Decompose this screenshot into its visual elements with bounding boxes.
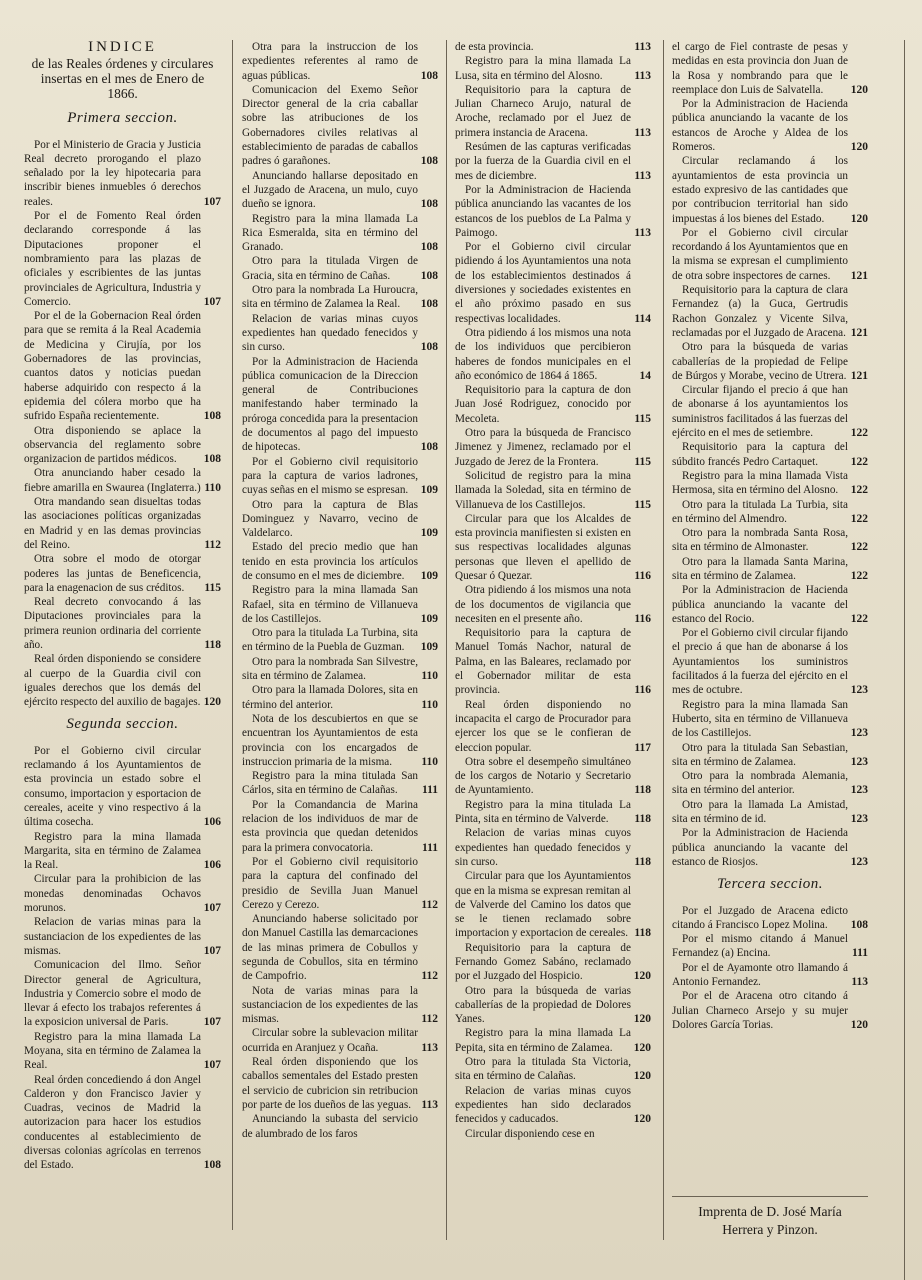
entry-text: Otro para la titulada San Sebastian, sita en término de Zalamea. (672, 741, 848, 768)
entry-text: Anunciando haberse solicitado por don Manuel Castilla las demarcaciones de las minas primera de Cobullos y segunda de Cobullos, sita en término de Campofrio. (242, 913, 418, 983)
entry-text: Circular sobre la sublevacion militar ocurrida en Aranjuez y Ocaña. (242, 1027, 418, 1054)
entry-text: Por la Administracion de Hacienda pública anunciando la vacante del estanco del Rocio. (672, 584, 848, 625)
entry-text: Relacion de varias minas cuyos expedientes han quedado fenecidos y sin curso. (242, 312, 418, 354)
index-entry (242, 1026, 438, 1055)
entry-text: Circular disponiendo cese en (465, 1127, 595, 1140)
entry-list (242, 40, 438, 1141)
entry-text: Por el Gobierno civil circular pidiendo á los Ayuntamientos una nota de los establecimientos destinados á diversiones y sociedades existentes en el año próximo pasado en sus respectivas localidades. (455, 241, 631, 325)
index-entry (672, 340, 868, 383)
entry-text: Real órden disponiendo no incapacita el cargo de Procurador para ejercer los que se le confieran de eleccion popular. (455, 698, 631, 754)
entry-page-number: 111 (852, 947, 868, 960)
entry-page-number: 116 (634, 684, 651, 697)
entry-page-number: 116 (634, 569, 651, 582)
entry-text: Otra disponiendo se aplace la observancia del reglamento sobre organizacion de partidos médicos. (24, 424, 201, 466)
entry-text: Nota de varias minas para la sustanciacion de los expedientes de las mismas. (242, 984, 418, 1026)
index-entry (242, 312, 438, 355)
entry-text: Requisitorio para la captura del súbdito francés Pedro Cartaquet. (672, 441, 848, 468)
entry-list (24, 744, 221, 1173)
index-entry (24, 830, 221, 873)
entry-page-number: 120 (850, 141, 868, 154)
entry-page-number: 120 (203, 696, 221, 709)
entry-text: Registro para la mina titulada La Pinta, sita en término de Valverde. (455, 798, 631, 826)
entry-text: Estado del precio medio que han tenido en esta provincia los artículos de consumo en el mes de diciembre. (242, 541, 418, 582)
index-entry (672, 741, 868, 770)
entry-page-number: 122 (850, 569, 868, 582)
index-entry (455, 83, 651, 140)
index-entry (242, 212, 438, 255)
entry-page-number: 120 (633, 1013, 651, 1026)
entry-page-number: 118 (634, 813, 651, 826)
index-entry (455, 941, 651, 984)
entry-text: Otro para la titulada Sta Victoria, sita en término de Calañas. (455, 1056, 631, 1083)
entry-text: Real órden concediendo á don Angel Calderon y don Francisco Javier y Cuadras, vecinos de Madrid la autorizacion para hacer los estudios conducentes al establecimiento de diversas colonias agrícolas en terrenos del Estado. (24, 1073, 201, 1172)
entry-text: Otro para la nombrada La Huroucra, sita en término de Zalamea la Real. (242, 284, 418, 311)
entry-text: Relacion de varias minas cuyos expedientes han quedado fenecidos y sin curso. (455, 827, 631, 868)
index-entry (455, 54, 651, 83)
entry-text: Circular reclamando á los ayuntamientos de esta provincia un estado expresivo de las cantidades que por contribucion territorial han sido impuestas á los bienes del Estado. (672, 155, 848, 225)
entry-text: Real órden disponiendo se considere al cuerpo de la Guardia civil con iguales derechos que los demás del ejército respecto del auxilio de bagajes. (24, 653, 201, 709)
entry-page-number: 108 (203, 410, 221, 423)
index-entry (24, 744, 221, 830)
entry-text: Otra anunciando haber cesado la fiebre amarilla en Swaurea (Inglaterra.) (24, 467, 201, 494)
entry-text: Otra sobre el modo de otorgar poderes las juntas de Beneficencia, para la enagenacion de sus créditos. (24, 553, 201, 594)
entry-page-number: 107 (203, 1016, 221, 1029)
index-entry (242, 683, 438, 712)
entry-page-number: 115 (634, 412, 651, 425)
entry-text: Por el de Aracena otro citando á Julian Charneco Arsejo y su mujer Dolores García Torias. (672, 990, 848, 1031)
entry-page-number: 121 (850, 326, 868, 339)
entry-page-number: 108 (850, 918, 868, 931)
index-entry (672, 826, 868, 869)
index-entry (672, 798, 868, 827)
entry-text: Registro para la mina llamada San Huberto, sita en término de Villanueva de los Castillejos. (672, 698, 848, 740)
entry-text: Por el de la Gobernacion Real órden para que se remita á la Real Academia de Medicina y Cirujía, por los Gobernadores de las provincias, cuantos datos y noticias puedan haberse adquirido con respecto á la epidemia del cólera morbo que ha sufrido España recientemente. (24, 310, 201, 423)
entry-list (672, 40, 868, 869)
entry-page-number: 118 (634, 784, 651, 797)
column-3 (455, 40, 651, 1141)
index-entry (672, 283, 868, 340)
section-heading-segunda: Segunda seccion. (66, 716, 179, 733)
entry-text: Anunciando la subasta del servicio de alumbrado de los faros (242, 1113, 418, 1140)
index-entry (672, 154, 868, 225)
index-entry (672, 626, 868, 697)
entry-text: Otro para la búsqueda de varias caballerías de la propiedad de Felipe de Búrgos y Morabe, vecino de Utrera. (672, 341, 848, 382)
entry-text: Comunicacion del Exemo Señor Director general de la cria caballar sobre las atribuciones de los Gobernadores civiles relativas al establecimiento de paradas de caballos padres ó garañones. (242, 83, 418, 168)
entry-page-number: 113 (851, 976, 868, 988)
entry-text: Por la Administracion de Hacienda pública anunciando la vacante del estanco de Riosjos. (672, 827, 848, 868)
index-entry (24, 552, 221, 595)
index-entry (672, 440, 868, 469)
index-entry (242, 283, 438, 312)
entry-text: Requisitorio para la captura de Fernando Gomez Sabáno, reclamado por el Juzgado del Hospicio. (455, 941, 631, 983)
index-entry (242, 1055, 438, 1112)
index-entry (455, 869, 651, 940)
index-entry (242, 655, 438, 684)
entry-text: Relacion de varias minas para la sustanciacion de los expedientes de las mismas. (24, 916, 201, 957)
index-entry (242, 626, 438, 655)
entry-page-number: 121 (850, 369, 868, 382)
index-entry (242, 912, 438, 983)
entry-text: Registro para la mina llamada La Pepita, sita en término de Zalamea. (455, 1027, 631, 1054)
entry-text: Otro para la llamada Dolores, sita en término del anterior. (242, 684, 418, 711)
entry-page-number: 122 (850, 512, 868, 525)
index-entry (672, 469, 868, 498)
imprint-line: Imprenta de D. José María (698, 1204, 842, 1219)
entry-list (672, 904, 868, 1033)
entry-page-number: 122 (850, 541, 868, 554)
entry-page-number: 122 (850, 427, 868, 440)
index-entry (242, 583, 438, 626)
entry-page-number: 113 (634, 126, 651, 139)
index-entry (24, 872, 221, 915)
entry-page-number: 111 (422, 841, 438, 854)
entry-page-number: 112 (421, 970, 438, 983)
column-rule (446, 40, 447, 1240)
entry-page-number: 108 (420, 298, 438, 311)
entry-page-number: 120 (633, 970, 651, 983)
index-entry (672, 961, 868, 990)
entry-text: Nota de los descubiertos en que se encuentran los Ayuntamientos de esta provincia con los encargados de instruccion primaria de la misma. (242, 712, 418, 768)
index-entry (455, 698, 651, 755)
entry-page-number: 123 (850, 727, 868, 740)
entry-page-number: 113 (421, 1041, 438, 1054)
index-entry (455, 826, 651, 869)
entry-page-number: 111 (422, 784, 438, 797)
entry-page-number: 123 (850, 784, 868, 797)
entry-page-number: 115 (634, 455, 651, 468)
index-subtitle: de las Reales órdenes y circulares insertas en el mes de Enero de 1866. (31, 56, 214, 102)
index-entry (24, 466, 221, 495)
index-entry (242, 855, 438, 912)
index-entry (242, 498, 438, 541)
entry-page-number: 113 (634, 41, 651, 53)
index-entry (672, 40, 868, 97)
entry-page-number: 113 (634, 169, 651, 182)
entry-text: Por el Gobierno civil circular reclamando á los Ayuntamientos de esta provincia un estado sobre el consumo, importacion y esportacion de cereales, aceite y vino respectivo á la última cosecha. (24, 744, 201, 829)
index-entry (672, 583, 868, 626)
entry-page-number: 107 (203, 1059, 221, 1072)
entry-text: Otra pidiendo á los mismos una nota de los documentos de vigilancia que necesiten en el presente año. (455, 584, 631, 625)
entry-page-number: 109 (420, 569, 438, 582)
entry-text: Otro para la llamada Santa Marina, sita en término de Zalamea. (672, 555, 848, 582)
entry-page-number: 121 (850, 269, 868, 282)
column-2 (242, 40, 438, 1141)
entry-page-number: 113 (634, 226, 651, 239)
index-entry (242, 169, 438, 212)
entry-text: Requisitorio para la captura de Manuel Tomás Nachor, natural de Palma, en las Baleares, reclamado por el Gobernador militar de esta provincia. (455, 627, 631, 697)
index-entry (24, 1030, 221, 1073)
index-entry (24, 209, 221, 309)
entry-text: Otro para la nombrada Santa Rosa, sita en término de Almonaster. (672, 527, 848, 554)
entry-text: Por el mismo citando á Manuel Fernandez (a) Encina. (672, 933, 848, 960)
entry-text: Resúmen de las capturas verificadas por la fuerza de la Guardia civil en el mes de diciembre. (455, 141, 631, 182)
index-entry (242, 540, 438, 583)
entry-page-number: 109 (420, 527, 438, 540)
entry-text: Otra sobre el desempeño simultáneo de los cargos de Notario y Secretario de Ayuntamiento. (455, 755, 631, 797)
entry-text: Otro para la nombrada San Silvestre, sita en término de Zalamea. (242, 655, 418, 683)
entry-page-number: 115 (634, 498, 651, 511)
entry-page-number: 108 (420, 341, 438, 354)
entry-page-number: 108 (203, 453, 221, 466)
index-entry (672, 989, 868, 1032)
entry-page-number: 123 (850, 755, 868, 768)
entry-page-number: 122 (850, 455, 868, 468)
index-entry (455, 1084, 651, 1127)
index-entry (242, 83, 438, 169)
entry-text: Por el Ministerio de Gracia y Justicia Real decreto prorogando el plazo señalado por la ley hipotecaria para inscribir bienes inmuebles ó derechos reales. (24, 138, 201, 208)
index-entry (672, 769, 868, 798)
index-entry (455, 984, 651, 1027)
entry-text: de esta provincia. (455, 41, 534, 53)
entry-page-number: 110 (204, 481, 221, 494)
entry-text: Solicitud de registro para la mina llamada la Soledad, sita en término de Villanueva de los Castillejos. (455, 469, 631, 511)
entry-text: Registro para la mina titulada San Cárlos, sita en término de Calañas. (242, 770, 418, 797)
index-entry (242, 355, 438, 455)
index-entry (455, 1055, 651, 1084)
index-entry (455, 583, 651, 626)
entry-page-number: 108 (420, 441, 438, 454)
index-entry (24, 958, 221, 1029)
entry-page-number: 120 (633, 1070, 651, 1083)
entry-text: Circular para que los Alcaldes de esta provincia manifiesten si existen en sus respectivas localidades algunas personas que lleven el apellido de Quesar ó Quezar. (455, 512, 631, 582)
entry-page-number: 115 (204, 581, 221, 594)
entry-page-number: 120 (850, 1018, 868, 1031)
index-entry (242, 40, 438, 83)
entry-text: Por el Gobierno civil requisitorio para la captura de varios ladrones, cuyas señas en el mismo se espresan. (242, 455, 418, 497)
section-heading-tercera: Tercera seccion. (716, 876, 824, 893)
entry-page-number: 113 (634, 69, 651, 82)
entry-text: Otro para la captura de Blas Dominguez y Navarro, vecino de Valdelarco. (242, 498, 418, 540)
entry-page-number: 116 (634, 612, 651, 625)
entry-page-number: 123 (850, 813, 868, 826)
column-rule (663, 40, 664, 1240)
entry-page-number: 118 (204, 638, 221, 651)
entry-text: Por la Comandancia de Marina relacion de los individuos de mar de esta provincia que quedan detenidos para la primera convocatoria. (242, 798, 418, 854)
index-entry (455, 512, 651, 583)
index-entry (24, 915, 221, 958)
entry-text: Anunciando hallarse depositado en el Juzgado de Aracena, un mulo, cuyo dueño se ignora. (242, 169, 418, 211)
entry-page-number: 107 (203, 944, 221, 957)
entry-page-number: 122 (850, 612, 868, 625)
index-entry (455, 1026, 651, 1055)
index-entry (455, 326, 651, 383)
index-entry (24, 652, 221, 709)
entry-page-number: 118 (634, 855, 651, 868)
entry-text: Otro para la búsqueda de Francisco Jimenez y Jimenez, reclamado por el Juzgado de Jerez de la Frontera. (455, 427, 631, 468)
entry-text: Por el Gobierno civil circular fijando el precio á que han de abonarse á los Ayuntamientos los suministros facilitados á la fuerza del ejército en el mes de octubre. (672, 627, 848, 697)
index-entry (242, 712, 438, 769)
entry-page-number: 108 (203, 1159, 221, 1172)
entry-page-number: 112 (421, 1013, 438, 1026)
entry-page-number: 110 (421, 698, 438, 711)
column-rule (904, 40, 905, 1280)
index-entry (455, 240, 651, 326)
index-entry (242, 769, 438, 798)
index-entry (455, 755, 651, 798)
entry-text: Circular para la prohibicion de las monedas denominadas Ochavos morunos. (24, 873, 201, 915)
index-entry (24, 309, 221, 423)
index-entry (455, 1127, 651, 1141)
entry-text: Otro para la titulada La Turbia, sita en término del Almendro. (672, 498, 848, 525)
entry-text: Real decreto convocando á las Diputaciones provinciales para la primera reunion ordinaria del corriente año. (24, 596, 201, 651)
entry-page-number: 108 (420, 69, 438, 82)
entry-text: Otro para la titulada Virgen de Gracia, sita en término de Cañas. (242, 255, 418, 282)
entry-text: Registro para la mina llamada La Rica Esmeralda, sita en término del Granado. (242, 212, 418, 254)
entry-page-number: 108 (420, 269, 438, 282)
entry-text: Otro para la titulada La Turbina, sita en término de la Puebla de Guzman. (242, 627, 418, 654)
index-entry (24, 595, 221, 652)
entry-page-number: 14 (639, 369, 651, 382)
entry-text: Registro para la mina llamada San Rafael, sita en término de Villanueva de los Castillejos. (242, 584, 418, 625)
entry-page-number: 120 (850, 83, 868, 96)
entry-page-number: 117 (634, 741, 651, 754)
entry-text: el cargo de Fiel contraste de pesas y medidas en esta provincia don Juan de la Rosa y nombrando para que le reemplace don Luis de Salvatella. (672, 41, 848, 96)
index-entry (24, 1073, 221, 1173)
entry-text: Por el de Ayamonte otro llamando á Antonio Fernandez. (672, 961, 848, 988)
entry-page-number: 112 (204, 538, 221, 551)
entry-text: Registro para la mina llamada La Lusa, sita en término del Alosno. (455, 55, 631, 82)
entry-text: Otro para la búsqueda de varias caballerías de la propiedad de Dolores Yanes. (455, 984, 631, 1026)
entry-page-number: 120 (850, 212, 868, 225)
index-entry (672, 932, 868, 961)
index-entry (672, 383, 868, 440)
entry-page-number: 112 (421, 898, 438, 911)
entry-text: Por la Administracion de Hacienda pública anunciando las vacantes de los estancos de los pueblos de La Palma y Paimogo. (455, 183, 631, 239)
section-heading-primera: Primera seccion. (67, 110, 178, 127)
entry-page-number: 106 (203, 859, 221, 872)
index-entry (672, 555, 868, 584)
index-entry (24, 138, 221, 209)
entry-page-number: 108 (420, 198, 438, 211)
index-entry (455, 798, 651, 827)
entry-text: Registro para la mina llamada Margarita, sita en término de Zalamea la Real. (24, 830, 201, 872)
entry-text: Comunicacion del Ilmo. Señor Director general de Agricultura, Industria y Comercio sobre el modo de llevar á efecto los trabajos referentes á la exposicion universal de Paris. (24, 959, 201, 1029)
entry-text: Otra para la instruccion de los expedientes referentes al ramo de aguas públicas. (242, 41, 418, 82)
entry-page-number: 109 (420, 612, 438, 625)
index-entry (672, 226, 868, 283)
entry-text: Por el Gobierno civil requisitorio para la captura del confinado del presidio de Sevilla Juan Manuel Cerezo y Cerezo. (242, 855, 418, 911)
column-rule (232, 40, 233, 1230)
index-entry (672, 498, 868, 527)
entry-text: Registro para la mina llamada Vista Hermosa, sita en término del Alosno. (672, 469, 848, 497)
entry-page-number: 107 (203, 195, 221, 208)
column-1 (24, 40, 221, 1173)
entry-text: Por el Juzgado de Aracena edicto citando á Francisco Lopez Molina. (672, 904, 848, 931)
entry-text: Otra pidiendo á los mismos una nota de los individuos que percibieron haberes de fondos municipales en el año económico de 1864 á 1865. (455, 326, 631, 382)
index-entry (672, 97, 868, 154)
index-entry (455, 40, 651, 54)
index-title: INDICE (88, 39, 157, 55)
index-entry (24, 495, 221, 552)
imprint-line: Herrera y Pinzon. (722, 1222, 818, 1237)
entry-page-number: 113 (421, 1098, 438, 1111)
index-entry (455, 469, 651, 512)
index-entry (242, 1112, 438, 1141)
entry-page-number: 108 (420, 241, 438, 254)
index-entry (242, 455, 438, 498)
entry-page-number: 120 (633, 1113, 651, 1126)
entry-text: Por el de Fomento Real órden declarando corresponde á las Diputaciones proponer el nombramiento para las plazas de oficiales y escribientes de las juntas provinciales de Agricultura, Industria y Comercio. (24, 210, 201, 308)
column-4 (672, 40, 868, 1032)
entry-list (455, 40, 651, 1141)
index-entry (672, 904, 868, 933)
entry-page-number: 123 (850, 855, 868, 868)
entry-list (24, 138, 221, 710)
entry-page-number: 107 (203, 295, 221, 308)
entry-text: Circular para que los Ayuntamientos que en la misma se expresan remitan al de Valverde del Camino los datos que se le tienen reclamado sobre importacion y exportacion de cereales. (455, 870, 631, 940)
entry-page-number: 122 (850, 484, 868, 497)
entry-page-number: 118 (634, 927, 651, 940)
entry-page-number: 123 (850, 684, 868, 697)
index-entry (242, 798, 438, 855)
entry-text: Otro para la nombrada Alemania, sita en término del anterior. (672, 770, 848, 797)
entry-text: Relacion de varias minas cuyos expedientes han sido declarados fenecidos y caducados. (455, 1084, 631, 1126)
index-entry (672, 698, 868, 741)
entry-text: Por el Gobierno civil circular recordando á los Ayuntamientos que en la misma se expresan el cumplimiento de otra sobre inspectores de carnes. (672, 226, 848, 282)
entry-page-number: 107 (203, 902, 221, 915)
entry-text: Por la Administracion de Hacienda pública anunciando la vacante de los estancos de Aroche y Aldea de los Romeros. (672, 98, 848, 154)
entry-text: Requisitorio para la captura de Julian Charneco Arujo, natural de Aroche, reclamado por el Juez de primera instancia de Aracena. (455, 83, 631, 139)
entry-page-number: 114 (634, 312, 651, 325)
entry-page-number: 110 (421, 755, 438, 768)
entry-page-number: 108 (420, 155, 438, 168)
imprint (672, 1196, 868, 1239)
entry-text: Requisitorio para la captura de don Juan José Rodriguez, conocido por Mecoleta. (455, 384, 631, 425)
index-entry (24, 424, 221, 467)
index-entry (455, 383, 651, 426)
index-entry (242, 254, 438, 283)
entry-page-number: 109 (420, 641, 438, 654)
entry-text: Registro para la mina llamada La Moyana, sita en término de Zalamea la Real. (24, 1030, 201, 1072)
entry-page-number: 110 (421, 670, 438, 683)
entry-page-number: 109 (420, 484, 438, 497)
entry-text: Real órden disponiendo que los caballos sementales del Estado presten el servicio de cubricion sin retribucion por parte de los dueños de las yeguas. (242, 1056, 418, 1111)
entry-text: Circular fijando el precio á que han de abonarse á los ayuntamientos los suministros facilitados á las fuerzas del ejército en el mes de setiembre. (672, 384, 848, 440)
index-entry (455, 140, 651, 183)
index-entry (672, 526, 868, 555)
index-entry (242, 984, 438, 1027)
index-entry (455, 183, 651, 240)
index-entry (455, 426, 651, 469)
entry-text: Por la Administracion de Hacienda pública comunicacion de la Direccion general de Contribuciones manifestando haber terminado la próroga concedida para la presentacion de documentos al pago del impuesto de hipotecas. (242, 355, 418, 454)
entry-text: Requisitorio para la captura de clara Fernandez (a) la Guca, Gertrudis Rachon Gonzalez y Vicente Silva, reclamadas por el Juzgado de Aracena. (672, 284, 848, 339)
entry-page-number: 120 (633, 1041, 651, 1054)
index-entry (455, 626, 651, 697)
entry-text: Otro para la llamada La Amistad, sita en término de id. (672, 798, 848, 826)
entry-page-number: 106 (203, 816, 221, 829)
entry-text: Otra mandando sean disueltas todas las asociaciones políticas organizadas en Madrid y en las demas provincias del Reino. (24, 496, 201, 551)
